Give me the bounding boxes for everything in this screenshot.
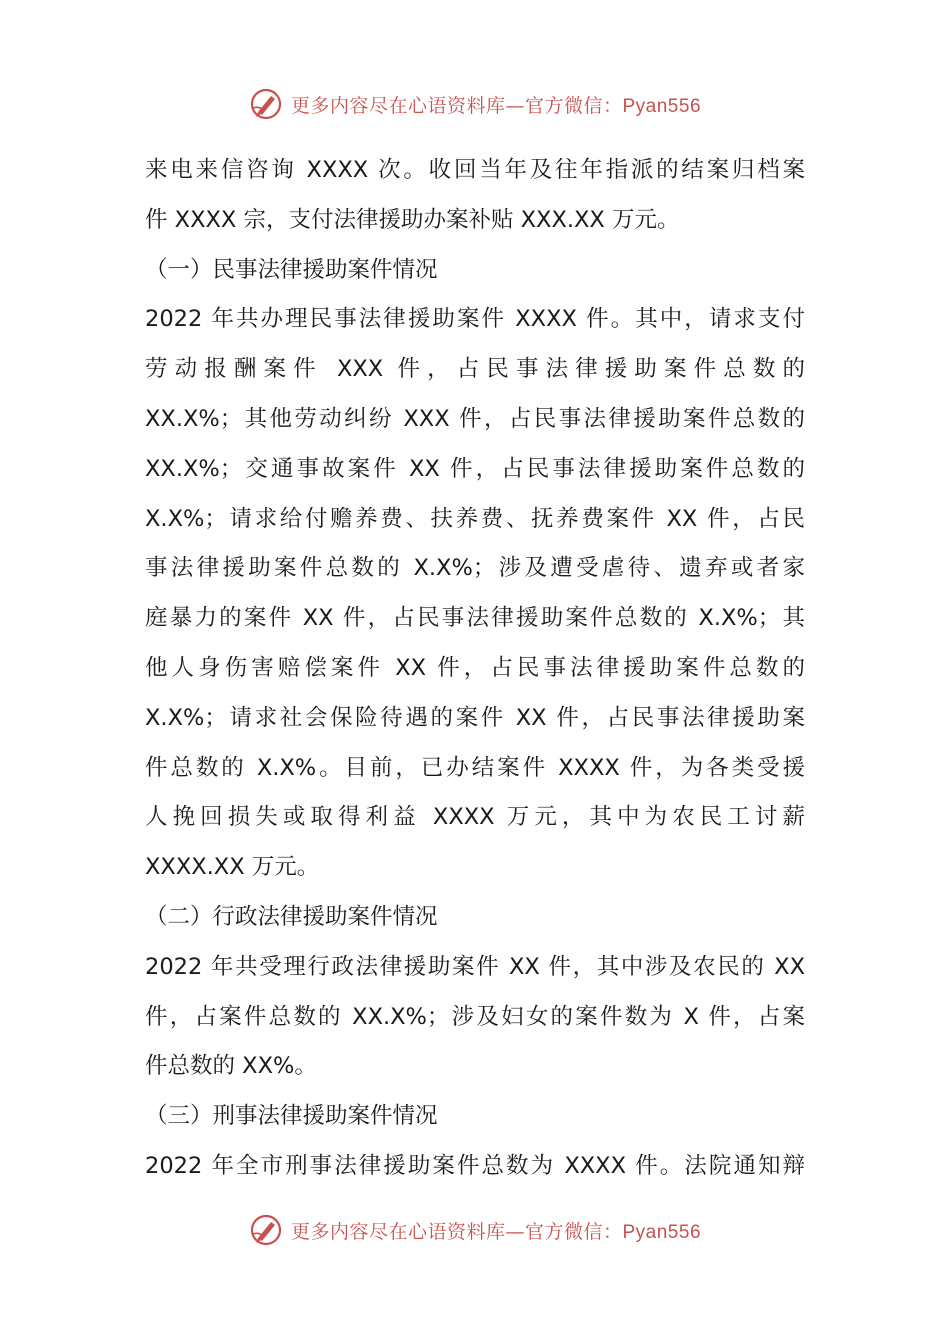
text-line: XX.X%；交通事故案件 XX 件，占民事法律援助案件总数的 [145, 455, 805, 482]
text-line: 2022 年全市刑事法律援助案件总数为 XXXX 件。法院通知辩 [145, 1152, 805, 1179]
text-line: 2022 年共受理行政法律援助案件 XX 件，其中涉及农民的 XX [145, 953, 805, 980]
text-line: 人挽回损失或取得利益 XXXX 万元，其中为农民工讨薪 [145, 804, 805, 831]
banner-wechat-id: Pyan556 [622, 95, 702, 117]
text-line: X.X%；请求给付赡养费、扶养费、抚养费案件 XX 件，占民 [145, 505, 805, 532]
pen-logo-icon [249, 87, 283, 121]
document-body [145, 146, 805, 1192]
text-line: 来电来信咨询 XXXX 次。收回当年及往年指派的结案归档案 [145, 157, 805, 183]
text-line: 件总数的 XX%。 [145, 1053, 317, 1080]
banner-text: 更多内容尽在心语资料库—官方微信：Pyan556 [290, 1220, 702, 1243]
text-line: 他人身伤害赔偿案件 XX 件，占民事法律援助案件总数的 [145, 654, 805, 681]
text-line: XXXX.XX 万元。 [145, 854, 320, 881]
pen-logo-icon [249, 1213, 283, 1247]
text-line: 劳动报酬案件 XXX 件，占民事法律援助案件总数的 [145, 356, 805, 383]
section-heading: （二）行政法律援助案件情况 [145, 903, 438, 930]
text-line: 件总数的 X.X%。目前，已办结案件 XXXX 件，为各类受援 [145, 754, 805, 781]
text-line: 庭暴力的案件 XX 件，占民事法律援助案件总数的 X.X%；其 [145, 605, 805, 632]
section-heading: （一）民事法律援助案件情况 [145, 256, 438, 283]
banner-wechat-id: Pyan556 [622, 1221, 702, 1243]
text-line: 2022 年共办理民事法律援助案件 XXXX 件。其中，请求支付 [145, 306, 805, 333]
text-line: 件，占案件总数的 XX.X%；涉及妇女的案件数为 X 件，占案 [145, 1003, 805, 1030]
text-line: XX.X%；其他劳动纠纷 XXX 件，占民事法律援助案件总数的 [145, 405, 805, 432]
header-banner [0, 84, 950, 124]
text-line: 件 XXXX 宗，支付法律援助办案补贴 XXX.XX 万元。 [145, 206, 680, 233]
text-line: 事法律援助案件总数的 X.X%；涉及遭受虐待、遗弃或者家 [145, 555, 805, 582]
banner-text: 更多内容尽在心语资料库—官方微信：Pyan556 [290, 94, 702, 117]
text-line: X.X%；请求社会保险待遇的案件 XX 件，占民事法律援助案 [145, 704, 805, 731]
footer-banner [0, 1210, 950, 1250]
section-heading: （三）刑事法律援助案件情况 [145, 1103, 438, 1130]
